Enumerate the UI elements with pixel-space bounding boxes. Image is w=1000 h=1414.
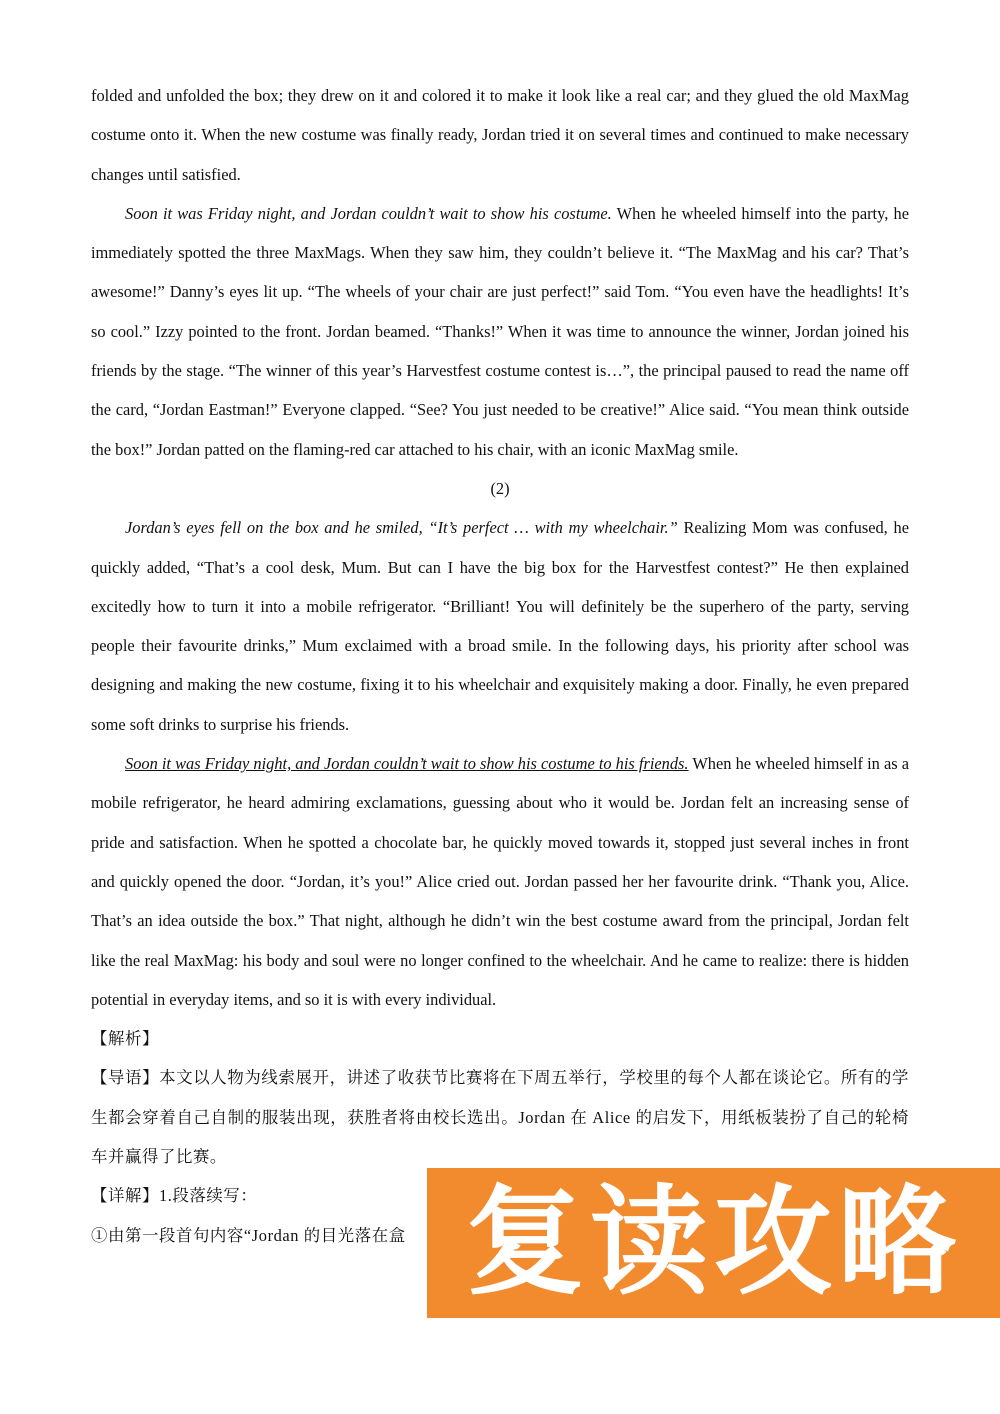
point-1-text: ①由第一段首句内容“Jordan 的目光落在盒: [91, 1225, 406, 1245]
document-page: [91, 76, 909, 1255]
watermark-logo: [434, 1173, 994, 1313]
analysis-heading-text: 【解析】: [91, 1029, 159, 1049]
section-marker: [91, 469, 909, 508]
guide-text: 【导语】本文以人物为线索展开，讲述了收获节比赛将在下周五举行，学校里的每个人都在谈论它。所有的学生都会穿着自己自制的服装出现，获胜者将由校长选出。Jordan 在 Alice 的启发下，用纸板装扮了自己的轮椅车并赢得了比赛。: [91, 1068, 909, 1167]
paragraph-1-text: folded and unfolded the box; they drew on it and colored it to make it look like a real car; and they glued the old MaxMag costume onto it. When the new costume was finally ready, Jordan tried it on several times and continued to make necessary changes until satisfied.: [91, 86, 909, 184]
watermark-text: 复读攻略: [465, 1173, 962, 1311]
paragraph-2: [91, 194, 909, 469]
paragraph-4-text: When he wheeled himself in as a mobile refrigerator, he heard admiring exclamations, guessing about who it would be. Jordan felt an increasing sense of pride and satisfaction. When he spotted a chocolate bar, he quickly moved towards it, stopped just several inches in front and quickly opened the door. “Jordan, it’s you!” Alice cried out. Jordan passed her her favourite drink. “Thank you, Alice. That’s an idea outside the box.” That night, although he didn’t win the best costume award from the principal, Jordan felt like the real MaxMag: his body and soul were no longer confined to the wheelchair. And he came to realize: there is hidden potential in everyday items, and so it is with every individual.: [91, 754, 909, 1009]
paragraph-3-text: Realizing Mom was confused, he quickly added, “That’s a cool desk, Mum. But can I have the big box for the Harvestfest contest?” He then explained excitedly how to turn it into a mobile refrigerator. “Brilliant! You will definitely be the superhero of the party, serving people their favourite drinks,” Mum exclaimed with a broad smile. In the following days, his priority after school was designing and making the new costume, fixing it to his wheelchair and exquisitely making a door. Finally, he even prepared some soft drinks to surprise his friends.: [91, 518, 909, 734]
paragraph-4: [91, 744, 909, 1019]
paragraph-2-opening-sentence: Soon it was Friday night, and Jordan couldn’t wait to show his costume.: [125, 203, 612, 223]
paragraph-2-text: When he wheeled himself into the party, he immediately spotted the three MaxMags. When they saw him, they couldn’t believe it. “The MaxMag and his car? That’s awesome!” Danny’s eyes lit up. “The wheels of your chair are just perfect!” said Tom. “You even have the headlights! It’s so cool.” Izzy pointed to the front. Jordan beamed. “Thanks!” When it was time to announce the winner, Jordan joined his friends by the stage. “The winner of this year’s Harvestfest costume contest is…”, the principal paused to read the name off the card, “Jordan Eastman!” Everyone clapped. “See? You just needed to be creative!” Alice said. “You mean think outside the box!” Jordan patted on the flaming-red car attached to his chair, with an iconic MaxMag smile.: [91, 203, 909, 459]
section-marker-text: (2): [490, 478, 510, 498]
paragraph-4-opening-sentence: Soon it was Friday night, and Jordan couldn’t wait to show his costume to his friends.: [125, 754, 689, 774]
detail-heading-text: 【详解】1.段落续写：: [91, 1186, 258, 1206]
watermark-banner: [427, 1168, 1000, 1318]
guide-paragraph: [91, 1058, 909, 1176]
paragraph-3: [91, 508, 909, 744]
paragraph-3-opening-sentence: Jordan’s eyes fell on the box and he smiled, “It’s perfect … with my wheelchair.”: [125, 518, 678, 538]
analysis-heading: [91, 1019, 909, 1058]
paragraph-1: [91, 76, 909, 194]
